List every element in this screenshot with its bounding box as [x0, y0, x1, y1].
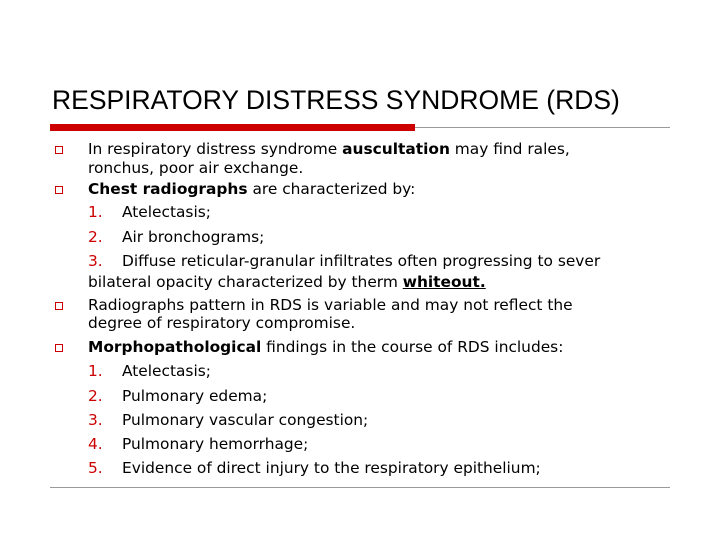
- list-item: [52, 432, 672, 456]
- list-item: [52, 384, 672, 408]
- slide-body: [52, 140, 672, 481]
- list-item-text: Atelectasis;: [122, 361, 211, 380]
- list-item-number: 2.: [88, 228, 103, 247]
- list-item-text: Pulmonary edema;: [122, 386, 268, 405]
- list-item: [52, 358, 672, 384]
- list-item-3-continuation-text: bilateral opacity characterized by therm: [88, 272, 403, 291]
- title-accent-bar: [50, 124, 415, 131]
- list-item: [52, 199, 672, 225]
- list-item: [52, 225, 672, 249]
- list-item-continuation: [52, 274, 672, 291]
- list-item-number: 5.: [88, 459, 103, 478]
- list-item-text: Pulmonary vascular congestion;: [122, 410, 369, 429]
- bullet-point-4: [52, 338, 672, 358]
- list-item-text: Diffuse reticular-granular infiltrates often progressing to sever: [122, 252, 601, 271]
- list-item-number: 1.: [88, 361, 103, 380]
- slide-title: RESPIRATORY DISTRESS SYNDROME (RDS): [52, 85, 620, 115]
- list-item-number: 4.: [88, 435, 103, 454]
- p3-line-2: degree of respiratory compromise.: [88, 314, 356, 333]
- p1-text-post: may find rales,: [449, 140, 570, 158]
- bullet-point-3: [52, 296, 672, 316]
- p4-text-post: findings in the course of RDS includes:: [261, 338, 564, 357]
- list-item-text: Pulmonary hemorrhage;: [122, 435, 309, 454]
- list-item-number: 3.: [88, 252, 103, 271]
- list-item: [52, 456, 672, 480]
- list-item-text: Air bronchograms;: [122, 228, 265, 247]
- bullet-point-1: [52, 140, 672, 160]
- list-item-number: 2.: [88, 386, 103, 405]
- list-item-number: 3.: [88, 410, 103, 429]
- hollow-square-bullet-icon: [55, 146, 63, 154]
- hollow-square-bullet-icon: [55, 302, 63, 310]
- p1-bold-term: auscultation: [342, 140, 450, 158]
- list-item: [52, 249, 672, 273]
- p4-bold-term: Morphopathological: [88, 338, 262, 357]
- p1-text-pre: In respiratory distress syndrome: [88, 140, 343, 158]
- list-item-number: 1.: [88, 203, 103, 222]
- p1-continuation-text: ronchus, poor air exchange.: [88, 158, 304, 177]
- list-item: [52, 408, 672, 432]
- whiteout-term: whiteout.: [402, 272, 486, 291]
- p2-text-post: are characterized by:: [247, 179, 416, 198]
- bullet-point-2: [52, 180, 672, 200]
- title-divider-line: [415, 127, 670, 128]
- bullet-point-1-continuation: [52, 160, 672, 177]
- bullet-point-3-continuation: [52, 315, 672, 332]
- list-item-text: Atelectasis;: [122, 203, 211, 222]
- hollow-square-bullet-icon: [55, 344, 63, 352]
- footer-divider-line: [50, 487, 670, 488]
- p2-bold-term: Chest radiographs: [88, 179, 248, 198]
- p3-line-1: Radiographs pattern in RDS is variable and may not reflect the: [88, 295, 573, 314]
- hollow-square-bullet-icon: [55, 186, 63, 194]
- list-item-text: Evidence of direct injury to the respiratory epithelium;: [122, 459, 541, 478]
